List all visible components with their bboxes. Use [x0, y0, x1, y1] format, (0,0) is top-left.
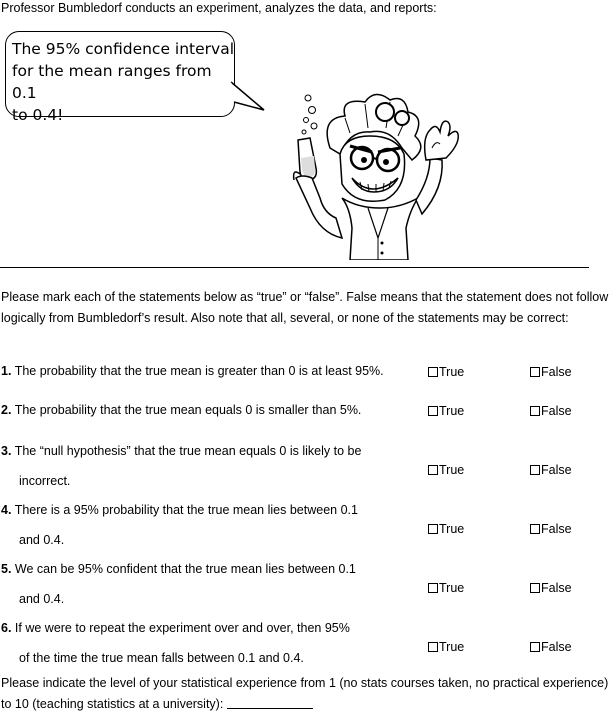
q1-false-option[interactable] [530, 365, 572, 379]
q2-false-option[interactable] [530, 404, 572, 418]
bubble-line: The 95% confidence interval [12, 40, 235, 58]
question-text-cont: incorrect. [19, 474, 71, 488]
option-label: False [541, 463, 572, 477]
question-text: If we were to repeat the experiment over and over, then 95% [14, 621, 350, 635]
checkbox-icon[interactable] [530, 406, 540, 416]
checkbox-icon[interactable] [428, 465, 438, 475]
question-6 [1, 613, 421, 673]
bubble-line: for the mean ranges from 0.1 [12, 62, 212, 102]
question-text: The “null hypothesis” that the true mean equals 0 is likely to be [14, 444, 362, 458]
speech-bubble-tail [228, 80, 268, 116]
question-2 [1, 400, 421, 421]
q4-true-option[interactable] [428, 522, 464, 536]
question-number: 3. [1, 444, 12, 458]
option-label: False [541, 640, 572, 654]
question-5 [1, 554, 421, 614]
question-3 [1, 436, 421, 496]
question-text-cont: of the time the true mean falls between 0.1 and 0.4. [19, 651, 304, 665]
speech-bubble-text [12, 38, 234, 126]
checkbox-icon[interactable] [428, 367, 438, 377]
option-label: False [541, 404, 572, 418]
q1-true-option[interactable] [428, 365, 464, 379]
q4-false-option[interactable] [530, 522, 572, 536]
question-number: 6. [1, 621, 12, 635]
question-number: 1. [1, 364, 12, 378]
option-label: True [439, 581, 465, 595]
q5-false-option[interactable] [530, 581, 572, 595]
option-label: True [439, 404, 465, 418]
checkbox-icon[interactable] [428, 642, 438, 652]
checkbox-icon[interactable] [428, 524, 438, 534]
question-text: We can be 95% confident that the true mean lies between 0.1 [14, 562, 356, 576]
checkbox-icon[interactable] [428, 583, 438, 593]
experience-text: Please indicate the level of your statistical experience from 1 (no stats courses taken, no practical experience) to 10 (teaching statistics at a university): [1, 676, 609, 711]
q6-false-option[interactable] [530, 640, 572, 654]
option-label: False [541, 365, 572, 379]
question-1 [1, 361, 421, 382]
checkbox-icon[interactable] [530, 367, 540, 377]
question-number: 5. [1, 562, 12, 576]
question-text: The probability that the true mean equals 0 is smaller than 5%. [14, 403, 362, 417]
checkbox-icon[interactable] [530, 583, 540, 593]
option-label: True [439, 463, 465, 477]
q5-true-option[interactable] [428, 581, 464, 595]
option-label: True [439, 365, 465, 379]
question-text-cont: and 0.4. [19, 533, 65, 547]
question-text: There is a 95% probability that the true mean lies between 0.1 [14, 503, 358, 517]
professor-illustration [290, 88, 465, 260]
checkbox-icon[interactable] [530, 465, 540, 475]
checkbox-icon[interactable] [428, 406, 438, 416]
question-text-cont: and 0.4. [19, 592, 65, 606]
intro-text: Professor Bumbledorf conducts an experiment, analyzes the data, and reports: [1, 1, 437, 15]
question-number: 4. [1, 503, 12, 517]
bubble-line: to 0.4! [12, 106, 64, 124]
q6-true-option[interactable] [428, 640, 464, 654]
q2-true-option[interactable] [428, 404, 464, 418]
option-label: True [439, 640, 465, 654]
question-4 [1, 495, 421, 555]
experience-answer-blank[interactable] [227, 696, 313, 709]
q3-true-option[interactable] [428, 463, 464, 477]
checkbox-icon[interactable] [530, 642, 540, 652]
instructions-text: Please mark each of the statements below as “true” or “false”. False means that the statement does not follow logically from Bumbledorf’s result. Also note that all, several, or none of the statements may be correct: [1, 290, 609, 325]
section-divider [0, 267, 589, 268]
option-label: True [439, 522, 465, 536]
question-number: 2. [1, 403, 12, 417]
checkbox-icon[interactable] [530, 524, 540, 534]
option-label: False [541, 581, 572, 595]
question-text: The probability that the true mean is greater than 0 is at least 95%. [14, 364, 384, 378]
option-label: False [541, 522, 572, 536]
q3-false-option[interactable] [530, 463, 572, 477]
